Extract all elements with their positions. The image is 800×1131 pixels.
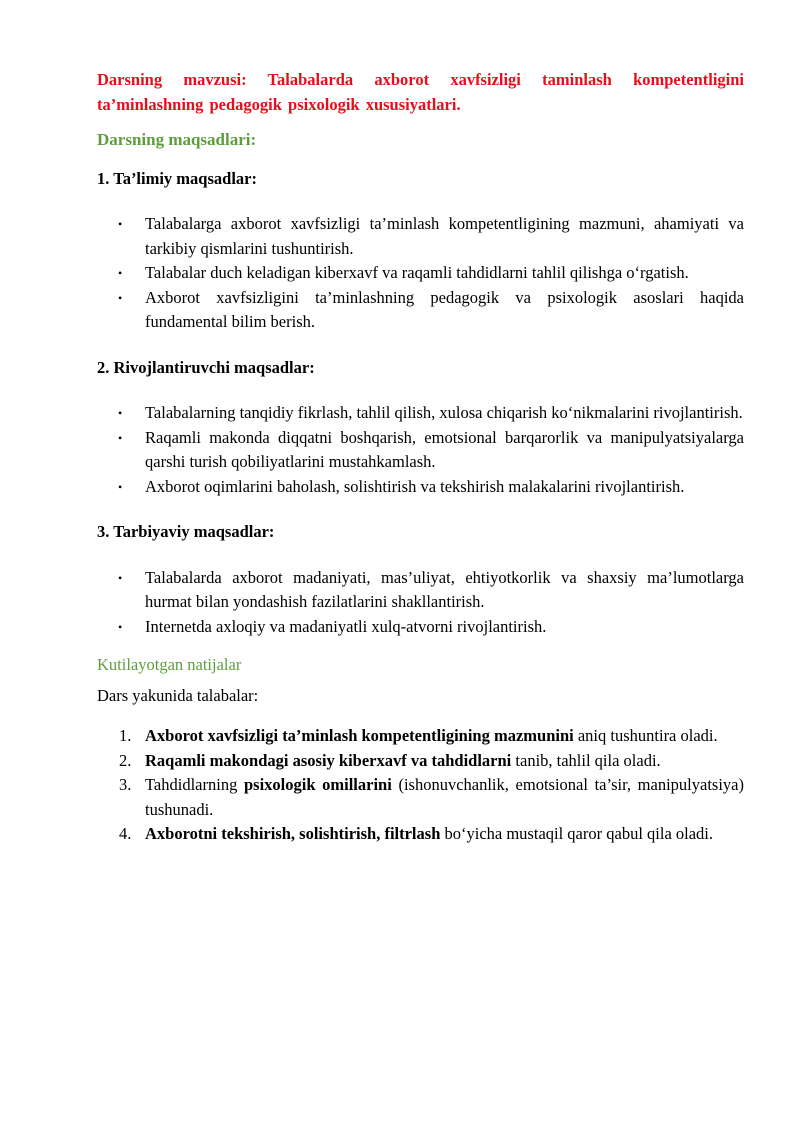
section-heading-upbringing: 3. Tarbiyaviy maqsadlar: — [97, 522, 275, 541]
expected-results-list — [97, 724, 744, 847]
list-item: • Talabalarning tanqidiy fikrlash, tahlil qilish, xulosa chiqarish ko‘nikmalarini rivojlantirish. — [145, 401, 744, 426]
section-heading-developmental: 2. Rivojlantiruvchi maqsadlar: — [97, 357, 315, 377]
list-item: 3. Tahdidlarning psixologik omillarini (ishonuvchanlik, emotsional ta’sir, manipulyatsiya) tushunadi. — [119, 775, 744, 819]
list-item: • Axborot xavfsizligini ta’minlashning pedagogik va psixologik asoslari haqida fundamental bilim berish. — [118, 287, 744, 331]
section-heading-educational: 1. Ta’limiy maqsadlar: — [97, 168, 257, 188]
bullet-icon: • — [118, 266, 123, 280]
bullet-icon: • — [118, 217, 123, 231]
results-intro: Dars yakunida talabalar: — [97, 685, 259, 705]
bullet-icon: • — [118, 479, 123, 494]
developmental-goals-list — [97, 401, 744, 499]
bullet-icon: • — [118, 430, 123, 445]
goals-heading: Darsning maqsadlari: — [97, 130, 257, 149]
educational-goals-list — [97, 212, 744, 335]
list-item: • Talabalar duch keladigan kiberxavf va raqamli tahdidlarni tahlil qilishga o‘rgatish. — [145, 261, 744, 286]
list-item: 2. Raqamli makondagi asosiy kiberxavf va tahdidlarni tanib, tahlil qila oladi. — [145, 749, 744, 774]
list-item: • Talabalarga axborot xavfsizligi ta’minlash kompetentligining mazmuni, ahamiyati va tarkibiy qismlarini tushuntirish. — [118, 214, 744, 258]
list-item: • Talabalarda axborot madaniyati, mas’uliyat, ehtiyotkorlik va shaxsiy ma’lumotlarga hurmat bilan yondashish fazilatlarini shakllantirish. — [118, 567, 744, 611]
item-number: 1. — [119, 726, 132, 745]
item-number: 4. — [119, 824, 132, 843]
list-item: 1. Axborot xavfsizligi ta’minlash kompetentligining mazmunini aniq tushuntira oladi. — [145, 724, 744, 749]
item-number: 2. — [119, 750, 132, 770]
item-number: 3. — [119, 775, 132, 794]
list-item: • Raqamli makonda diqqatni boshqarish, emotsional barqarorlik va manipulyatsiyalarga qarshi turish qobiliyatlarini mustahkamlash. — [118, 427, 744, 471]
list-item: • Axborot oqimlarini baholash, solishtirish va tekshirish malakalarini rivojlantirish. — [145, 475, 744, 500]
list-item: 4. Axborotni tekshirish, solishtirish, filtrlash bo‘yicha mustaqil qaror qabul qila oladi. — [145, 822, 744, 847]
bullet-icon: • — [118, 290, 123, 305]
upbringing-goals-list — [97, 566, 744, 640]
bullet-icon: • — [118, 406, 123, 420]
expected-results-heading: Kutilayotgan natijalar — [97, 655, 242, 674]
list-item: • Internetda axloqiy va madaniyatli xulq-atvorni rivojlantirish. — [145, 615, 744, 640]
lesson-title: Darsning mavzusi: Talabalarda axborot xavfsizligi taminlash kompetentligini ta’minlashning pedagogik psixologik xususiyatlari. — [97, 70, 744, 114]
bullet-icon: • — [118, 570, 123, 585]
bullet-icon: • — [118, 619, 123, 634]
